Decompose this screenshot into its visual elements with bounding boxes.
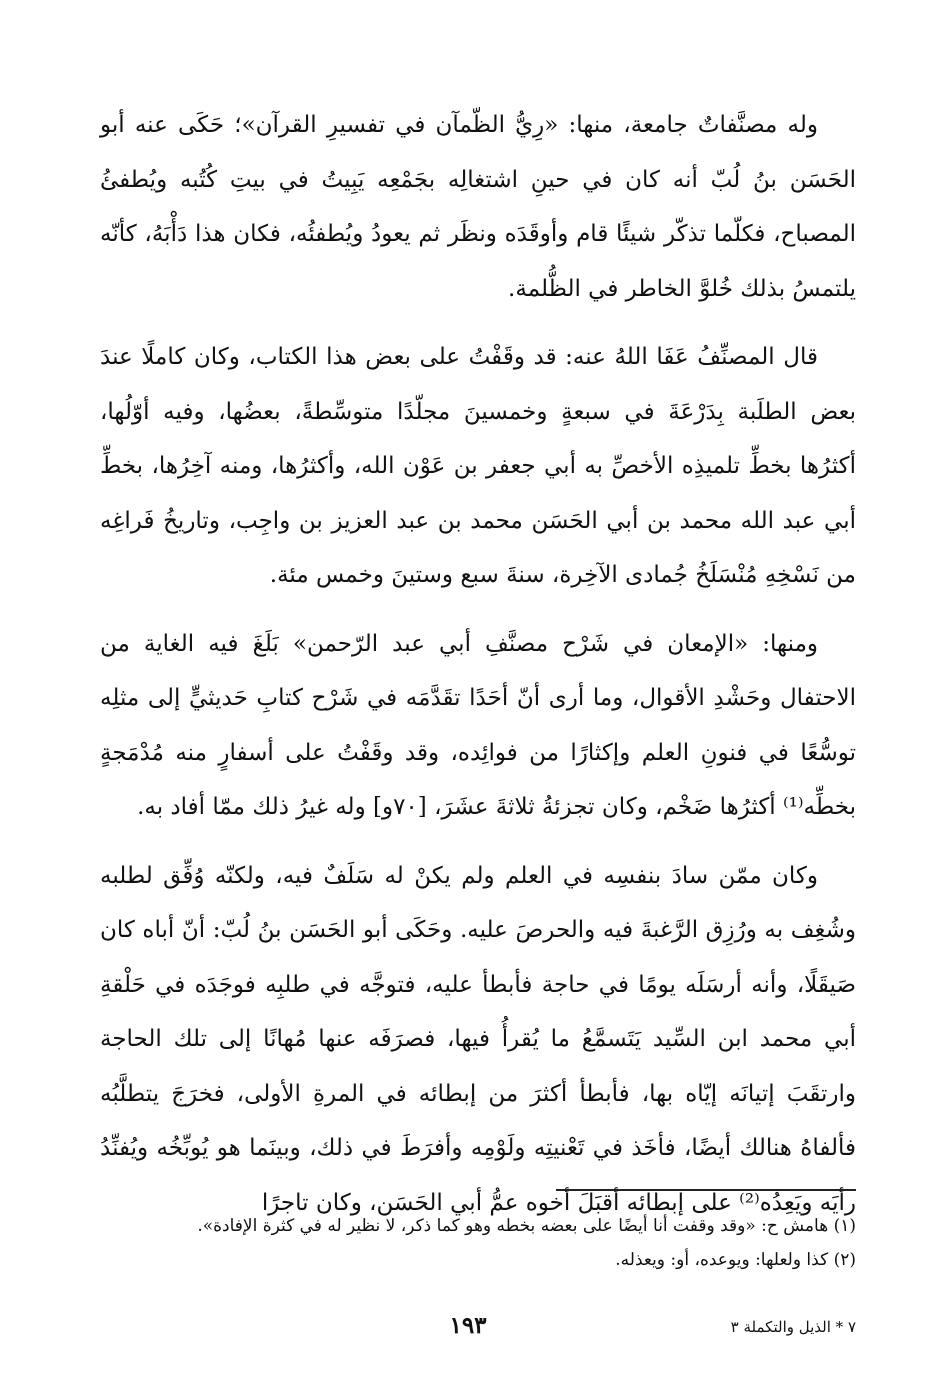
running-footer: ٧ * الذيل والتكملة ٣ xyxy=(730,1318,856,1336)
paragraph: قال المصنِّفُ عَفَا اللهُ عنه: قد وقَفْتُ على بعض هذا الكتاب، وكان كاملًا عندَ بعض الطلَبة بِدَرْعَةَ في سبعةٍ وخمسينَ مجلّدًا متوسِّطةً، بعضُها، وفيه أوّلُها، أكثرُها بخطِّ تلميذِه الأخصِّ به أبي جعفر بن عَوْن الله، وأكثرُها، ومنه آخِرُها، بخطِّ أبي عبد الله محمد بن أبي الحَسَن محمد بن عبد العزيز بن واجِب، وتاريخُ فَراغِه من نَسْخِهِ مُنْسَلَخُ جُمادى الآخِرة، سنةَ سبع وستينَ وخمس مئة. xyxy=(100,344,856,588)
paragraph: وله مصنَّفاتٌ جامعة، منها: «رِيُّ الظّمآن في تفسيرِ القرآن»؛ حَكَى عنه أبو الحَسَن بنُ لُبّ أنه كان في حينِ اشتغالِه بجَمْعِه يَبِيتُ في بيتِ كُتُبه ويُطفئُ المصباح، فكلّما تذكّر شيئًا قام وأوقَدَه ونظَر ثم يعودُ ويُطفئُه، فكان هذا دَأْبَهُ، كأنّه يلتمسُ بذلك خُلوَّ الخاطر في الظُّلمة. xyxy=(100,112,856,302)
paragraph: ومنها: «الإمعان في شَرْح مصنَّفِ أبي عبد الرّحمن» بَلَغَ فيه الغاية من الاحتفال وحَشْدِ الأقوال، وما أرى أنّ أحَدًا تقَدَّمَه في شَرْح كتابِ حَديثيٍّ إلى مثلِه توسُّعًا في فنونِ العلم وإكثارًا من فوائِده، وقد وقَفْتُ على أسفارٍ منه مُدْمَجةٍ بخطِّه⁽¹⁾ أكثرُها ضَخْم، وكان تجزئةُ ثلاثةَ عشَرَ، [٧٠و] وله غيرُ ذلك ممّا أفاد به. xyxy=(100,630,856,820)
footnotes xyxy=(100,1209,856,1277)
footnote: (٢) كذا ولعلها: ويوعده، أو: ويعذله. xyxy=(615,1250,856,1270)
paragraph: وكان ممّن سادَ بنفسِه في العلم ولم يكنْ له سَلَفٌ فيه، ولكنّه وُفِّق لطلبه وشُغِف به ورُزِق الرَّغبةَ فيه والحرصَ عليه. وحَكَى أبو الحَسَن بنُ لُبّ: أنّ أباه كان صَيقَلًا، وأنه أرسَلَه يومًا في حاجة فأبطأ عليه، فتوجَّه في طلبِه فوجَدَه في حَلْقةِ أبي محمد ابن السِّيد يَتَسمَّعُ ما يُقرأُ فيها، فصرَفَه عنها مُهانًا إلى تلك الحاجة وارتقَبَ إتيانَه إيّاه بها، فأبطأ أكثرَ من إبطائه في المرةِ الأولى، فخرَجَ يتطلَّبُه فألفاهُ هنالك أيضًا، فأخَذ في تَعْنيتِه ولَوْمِه وأفرَطَ في ذلك، وبينَما هو يُوبِّخُه ويُفنِّدُ رأيَه ويَعِدُه⁽²⁾ على إبطائه أقبَلَ أخوه عمُّ أبي الحَسَن، وكان تاجرًا xyxy=(100,862,856,1216)
footnote: (١) هامش ح: «وقد وقفت أنا أيضًا على بعضه بخطه وهو كما ذكر، لا نظير له في كثرة الإفادة». xyxy=(197,1216,856,1236)
main-text xyxy=(100,98,856,1230)
page-number: ١٩٣ xyxy=(449,1312,487,1339)
footnote-separator xyxy=(556,1189,856,1191)
